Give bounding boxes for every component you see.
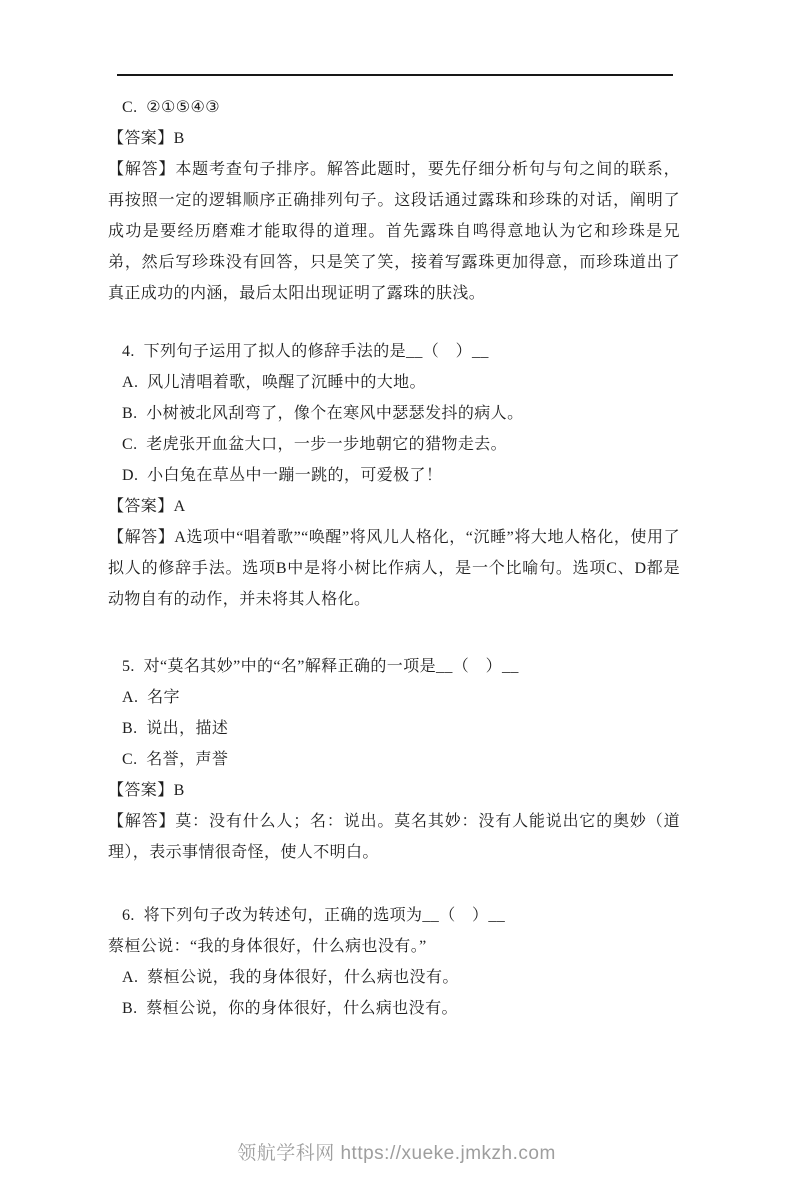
- q5-answer: 【答案】B: [108, 782, 185, 799]
- footer-watermark: 领航学科网 https://xueke.jmkzh.com: [237, 1143, 556, 1164]
- q5-option-b: B. 说出，描述: [122, 720, 229, 737]
- q5-option-a: A. 名字: [122, 689, 180, 706]
- document-page: [0, 74, 793, 1164]
- q6-option-a: A. 蔡桓公说，我的身体很好，什么病也没有。: [122, 969, 459, 986]
- q4-option-b: B. 小树被北风刮弯了，像个在寒风中瑟瑟发抖的病人。: [122, 405, 524, 422]
- q6-stem: 蔡桓公说：“我的身体很好，什么病也没有。”: [108, 938, 427, 955]
- q6-question: 6. 将下列句子改为转述句，正确的选项为__（ ）__: [122, 907, 506, 924]
- q3-explanation: 【解答】本题考查句子排序。解答此题时，要先仔细分析句与句之间的联系，再按照一定的逻辑顺序正确排列句子。这段话通过露珠和珍珠的对话，阐明了成功是要经历磨难才能取得的道理。首先露珠自鸣得意地认为它和珍珠是兄弟，然后写珍珠没有回答，只是笑了笑，接着写露珠更加得意，而珍珠道出了真正成功的内涵，最后太阳出现证明了露珠的肤浅。: [108, 161, 680, 302]
- q4-question: 4. 下列句子运用了拟人的修辞手法的是__（ ）__: [122, 343, 489, 360]
- q3-option-c: C. ②①⑤④③: [122, 99, 220, 116]
- q4-answer: 【答案】A: [108, 498, 186, 515]
- q4-option-a: A. 风儿清唱着歌，唤醒了沉睡中的大地。: [122, 374, 426, 391]
- q3-answer: 【答案】B: [108, 130, 185, 147]
- q5-explanation: 【解答】莫：没有什么人；名：说出。莫名其妙：没有人能说出它的奥妙（道理），表示事情很奇怪，使人不明白。: [108, 813, 680, 861]
- q5-question: 5. 对“莫名其妙”中的“名”解释正确的一项是__（ ）__: [122, 658, 519, 675]
- document-body: [108, 92, 680, 1024]
- page-top-rule: [117, 74, 673, 76]
- q5-option-c: C. 名誉，声誉: [122, 751, 229, 768]
- q6-option-b: B. 蔡桓公说，你的身体很好，什么病也没有。: [122, 1000, 458, 1017]
- q4-option-c: C. 老虎张开血盆大口，一步一步地朝它的猎物走去。: [122, 436, 508, 453]
- q4-explanation: 【解答】A选项中“唱着歌”“唤醒”将风儿人格化，“沉睡”将大地人格化，使用了拟人的修辞手法。选项B中是将小树比作病人，是一个比喻句。选项C、D都是动物自有的动作，并未将其人格化。: [108, 529, 680, 608]
- q4-option-d: D. 小白兔在草丛中一蹦一跳的，可爱极了！: [122, 467, 443, 484]
